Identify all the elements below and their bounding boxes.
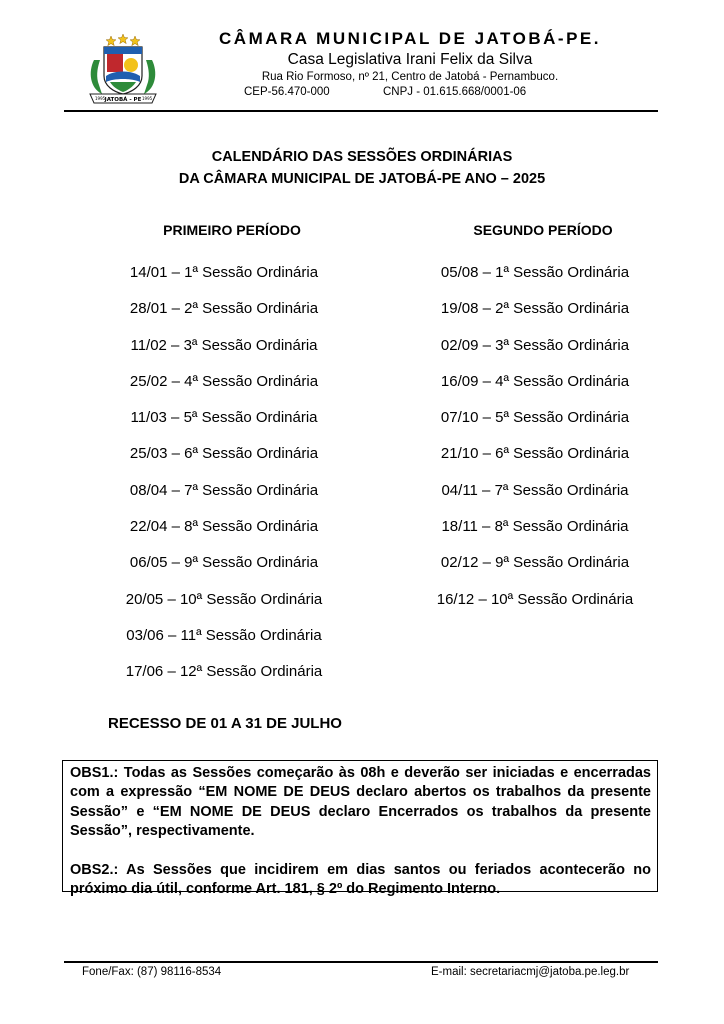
session-item: 20/05 – 10ª Sessão Ordinária: [125, 590, 323, 608]
crest-quarter: [107, 54, 123, 72]
second-period-heading: SEGUNDO PERÍODO: [473, 222, 613, 238]
obs2-text: OBS2.: As Sessões que incidirem em dias santos ou feriados acontecerão no próximo dia útil, conforme Art. 181, § 2º do Regimento Interno.: [70, 861, 651, 898]
session-item: 02/12 – 9ª Sessão Ordinária: [440, 554, 630, 572]
crest-year-right: 1995: [142, 96, 153, 101]
header-divider: [64, 110, 658, 112]
session-item: 06/05 – 9ª Sessão Ordinária: [129, 554, 319, 572]
second-period-list: [385, 262, 685, 625]
header-subtitle: Casa Legislativa Irani Felix da Silva: [287, 51, 533, 68]
session-item: 04/11 – 7ª Sessão Ordinária: [441, 481, 629, 499]
session-item: 11/03 – 5ª Sessão Ordinária: [130, 409, 318, 427]
session-item: 16/12 – 10ª Sessão Ordinária: [436, 590, 634, 608]
first-period-heading: PRIMEIRO PERÍODO: [163, 222, 301, 238]
crest-right-wreath: [144, 60, 155, 94]
session-item: 14/01 – 1ª Sessão Ordinária: [129, 264, 319, 281]
header-address: Rua Rio Formoso, nº 21, Centro de Jatobá - Pernambuco.: [261, 71, 559, 83]
session-item: 19/08 – 2ª Sessão Ordinária: [440, 300, 630, 318]
session-item: 22/04 – 8ª Sessão Ordinária: [129, 518, 319, 536]
header-cnpj: CNPJ - 01.615.668/0001-06: [383, 86, 527, 98]
crest-year-left: 1995: [95, 96, 106, 101]
session-item: 25/03 – 6ª Sessão Ordinária: [129, 445, 319, 463]
session-item: 07/10 – 5ª Sessão Ordinária: [440, 409, 630, 427]
session-item: 11/02 – 3ª Sessão Ordinária: [130, 336, 318, 354]
footer-divider: [64, 961, 658, 963]
crest-left-wreath: [91, 60, 102, 94]
first-period-list: [74, 262, 374, 698]
crest-top-band: [104, 47, 142, 54]
session-item: 25/02 – 4ª Sessão Ordinária: [129, 372, 319, 390]
crest-stars: [106, 34, 140, 46]
crest-label: JATOBÁ - PE: [104, 97, 142, 103]
header-cep: CEP-56.470-000: [244, 86, 330, 98]
session-item: 16/09 – 4ª Sessão Ordinária: [440, 372, 630, 390]
session-item: 18/11 – 8ª Sessão Ordinária: [441, 518, 629, 536]
session-item: 02/09 – 3ª Sessão Ordinária: [440, 336, 630, 354]
header-title: CÂMARA MUNICIPAL DE JATOBÁ-PE.: [219, 29, 601, 48]
document-title: [60, 146, 664, 190]
municipal-crest-icon: [80, 32, 166, 106]
session-item: 17/06 – 12ª Sessão Ordinária: [125, 663, 323, 681]
crest-sun: [124, 58, 138, 72]
document-title-line2: DA CÂMARA MUNICIPAL DE JATOBÁ-PE ANO – 2025: [178, 171, 546, 187]
footer-email: E-mail: secretariacmj@jatoba.pe.leg.br: [431, 966, 630, 978]
session-item: 21/10 – 6ª Sessão Ordinária: [440, 445, 630, 463]
session-item: 08/04 – 7ª Sessão Ordinária: [129, 481, 319, 499]
obs1-text: OBS1.: Todas as Sessões começarão às 08h e deverão ser iniciadas e encerradas com a expressão “EM NOME DE DEUS declaro abertos os trabalhos da presente Sessão” e “EM NOME DE DEUS declaro Encerrados os trabalhos da presente Sessão”, respectivamente.: [70, 765, 651, 840]
observations-box: [62, 760, 658, 898]
session-item: 05/08 – 1ª Sessão Ordinária: [440, 264, 630, 281]
document-title-line1: CALENDÁRIO DAS SESSÕES ORDINÁRIAS: [211, 149, 513, 165]
session-item: 28/01 – 2ª Sessão Ordinária: [129, 300, 319, 318]
footer-phone: Fone/Fax: (87) 98116-8534: [82, 966, 222, 978]
session-item: 03/06 – 11ª Sessão Ordinária: [126, 626, 322, 644]
recess-notice: RECESSO DE 01 A 31 DE JULHO: [108, 715, 342, 732]
